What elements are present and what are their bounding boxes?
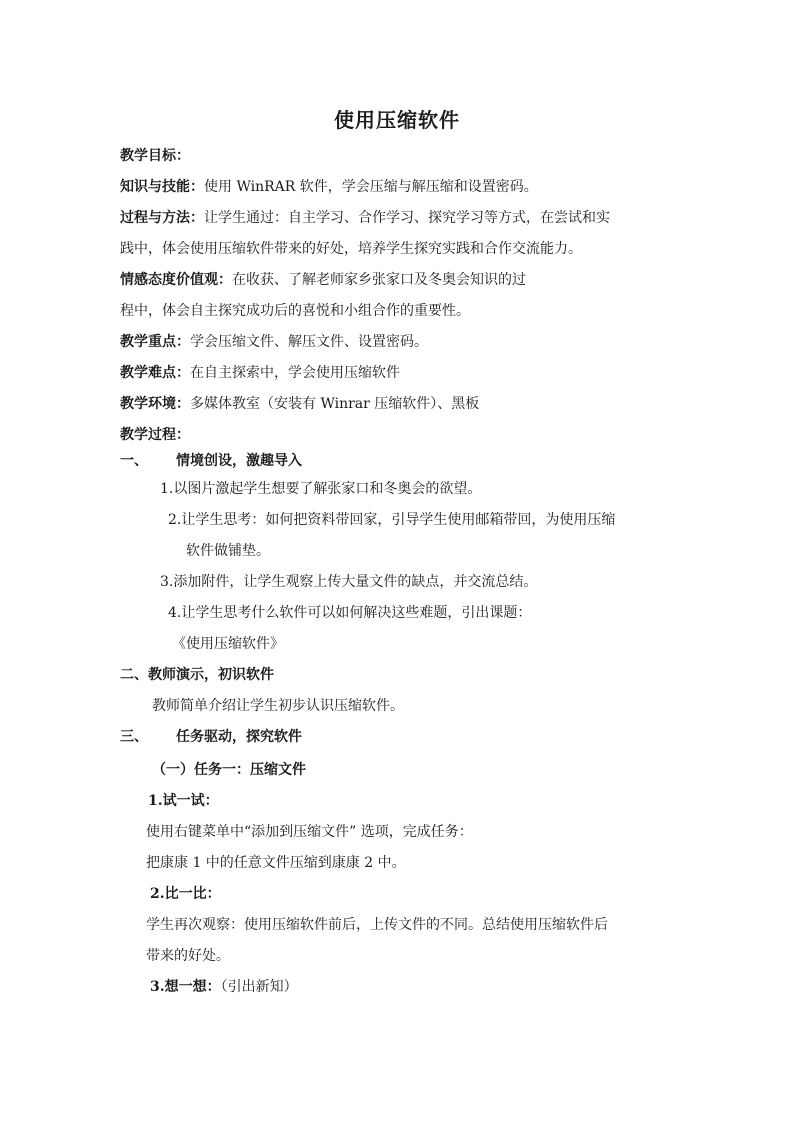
environment-text: 多媒体教室（安装有 Winrar 压缩软件）、黑板 — [190, 396, 480, 412]
environment-label: 教学环境： — [120, 396, 190, 412]
step2-line1: 学生再次观察：使用压缩软件前后，上传文件的不同。总结使用压缩软件后 — [146, 917, 608, 933]
environment-paragraph — [120, 394, 479, 414]
knowledge-label: 知识与技能： — [120, 179, 204, 195]
knowledge-paragraph — [120, 177, 538, 197]
section1-item-2-cont: 软件做铺垫。 — [186, 543, 270, 559]
difficulty-paragraph — [120, 363, 400, 383]
emotion-label: 情感态度价值观： — [120, 272, 232, 288]
step2-line2: 带来的好处。 — [146, 948, 230, 964]
section1-item-3: 3.添加附件，让学生观察上传大量文件的缺点，并交流总结。 — [160, 574, 538, 590]
process-text-line2: 践中，体会使用压缩软件带来的好处，培养学生探究实践和合作交流能力。 — [120, 241, 582, 257]
step1-line2: 把康康 1 中的任意文件压缩到康康 2 中。 — [146, 855, 406, 871]
knowledge-text: 使用 WinRAR 软件，学会压缩与解压缩和设置密码。 — [204, 179, 538, 195]
section2-heading: 二、教师演示，初识软件 — [120, 667, 274, 683]
section2-text: 教师简单介绍让学生初步认识压缩软件。 — [152, 698, 404, 714]
emotion-paragraph — [120, 270, 526, 290]
process-paragraph — [120, 208, 610, 228]
difficulty-text: 在自主探索中，学会使用压缩软件 — [190, 365, 400, 381]
step3-paragraph — [150, 977, 298, 997]
section1-item-1: 1.以图片激起学生想要了解张家口和冬奥会的欲望。 — [160, 481, 482, 497]
process-text-line1: 让学生通过：自主学习、合作学习、探究学习等方式，在尝试和实 — [204, 210, 610, 226]
step1-label: 1.试一试： — [148, 793, 219, 809]
section1-item-2: 2.让学生思考：如何把资料带回家，引导学生使用邮箱带回，为使用压缩 — [168, 512, 616, 528]
key-points-paragraph — [120, 332, 428, 352]
section1-number: 一、 — [120, 453, 148, 469]
key-points-text: 学会压缩文件、解压文件、设置密码。 — [190, 334, 428, 350]
step1-line1: 使用右键菜单中“添加到压缩文件” 选项，完成任务： — [146, 824, 473, 840]
course-title-quote: 《使用压缩软件》 — [172, 636, 284, 652]
goals-heading: 教学目标： — [120, 148, 190, 164]
step3-label: 3.想一想： — [150, 979, 221, 995]
task1-heading: （一）任务一：压缩文件 — [152, 762, 306, 778]
section3-heading: 任务驱动，探究软件 — [176, 729, 302, 745]
key-points-label: 教学重点： — [120, 334, 190, 350]
step3-text: （引出新知） — [220, 979, 298, 995]
document-title: 使用压缩软件 — [334, 108, 460, 132]
section1-item-4: 4.让学生思考什么软件可以如何解决这些难题，引出课题： — [168, 605, 532, 621]
emotion-text-line2: 程中，体会自主探究成功后的喜悦和小组合作的重要性。 — [120, 303, 470, 319]
emotion-text-line1: 在收获、了解老师家乡张家口及冬奥会知识的过 — [232, 272, 526, 288]
section1-heading: 情境创设，激趣导入 — [176, 453, 302, 469]
process-heading: 教学过程： — [120, 427, 190, 443]
step2-label: 2.比一比： — [150, 886, 221, 902]
process-label: 过程与方法： — [120, 210, 204, 226]
section3-number: 三、 — [120, 729, 148, 745]
difficulty-label: 教学难点： — [120, 365, 190, 381]
